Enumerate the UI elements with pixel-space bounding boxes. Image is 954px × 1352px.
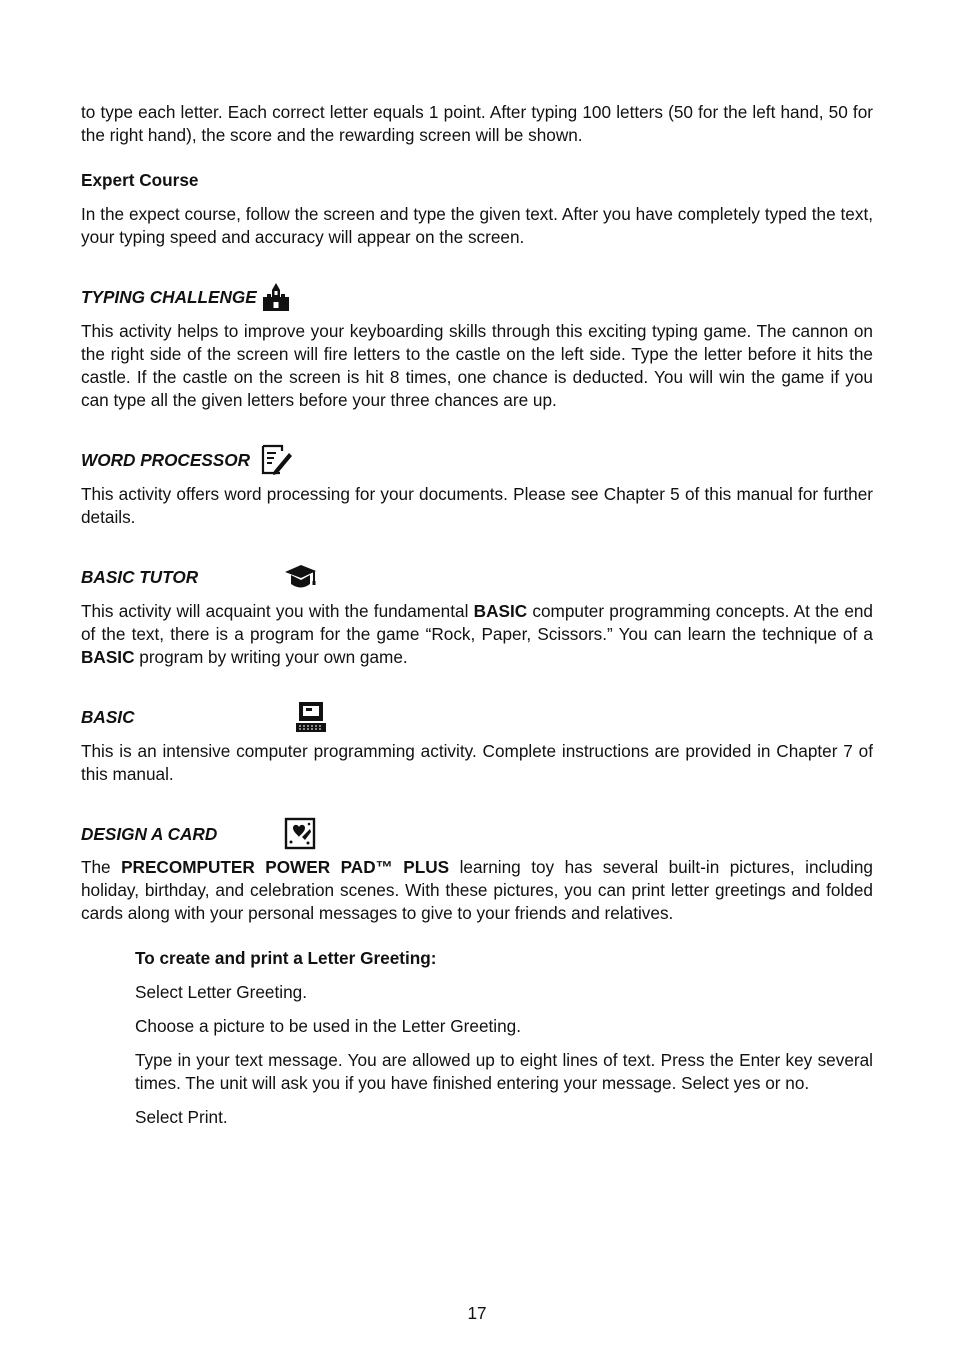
intro-paragraph: to type each letter. Each correct letter equals 1 point. After typing 100 letters (50 for the left hand, 50 for the right hand), the score and the rewarding screen will be shown.	[81, 102, 873, 145]
expert-course-heading: Expert Course	[81, 170, 199, 190]
design-a-card-title: DESIGN A CARD	[81, 823, 218, 844]
typing-challenge-paragraph: This activity helps to improve your keyboarding skills through this exciting typing game. The cannon on the right side of the screen will fire letters to the castle on the left side. Type the letter before it hits the castle. If the castle on the screen is hit 8 times, one chance is deducted. You will win the game if you can type all the given letters before your three chances are up.	[81, 321, 873, 410]
design-a-card-paragraph: The PRECOMPUTER POWER PAD™ PLUS learning toy has several built-in pictures, including holiday, birthday, and celebration scenes. With these pictures, you can print letter greetings and folded cards along with your personal messages to give to your friends and relatives.	[81, 857, 873, 923]
graduation-cap-icon	[283, 560, 317, 594]
page-content	[81, 101, 873, 1129]
word-processor-section-header	[81, 442, 873, 478]
basic-tutor-title: BASIC TUTOR	[81, 566, 199, 587]
card-picture-icon	[283, 817, 317, 851]
letter-greeting-heading: To create and print a Letter Greeting:	[135, 948, 437, 968]
basic-paragraph: This is an intensive computer programming activity. Complete instructions are provided in Chapter 7 of this manual.	[81, 741, 873, 784]
page-number: 17	[467, 1303, 487, 1323]
document-pen-icon	[260, 443, 294, 477]
basic-tutor-paragraph: This activity will acquaint you with the fundamental BASIC computer programming concepts. At the end of the text, there is a program for the game “Rock, Paper, Scissors.” You can learn the technique of a BASIC program by writing your own game.	[81, 601, 873, 667]
letter-greeting-step: Select Letter Greeting.	[135, 982, 307, 1002]
computer-icon	[294, 700, 328, 734]
typing-challenge-title: TYPING CHALLENGE	[81, 286, 257, 307]
typing-challenge-section-header	[81, 279, 873, 315]
basic-title: BASIC	[81, 706, 135, 727]
word-processor-title: WORD PROCESSOR	[81, 449, 251, 470]
letter-greeting-step: Choose a picture to be used in the Letter Greeting.	[135, 1016, 522, 1036]
castle-icon	[259, 280, 293, 314]
letter-greeting-step: Type in your text message. You are allowed up to eight lines of text. Press the Enter key several times. The unit will ask you if you have finished entering your message. Select yes or no.	[135, 1050, 873, 1093]
design-a-card-section-header	[81, 816, 873, 852]
basic-tutor-section-header	[81, 559, 873, 595]
expert-course-paragraph: In the expect course, follow the screen and type the given text. After you have completely typed the text, your typing speed and accuracy will appear on the screen.	[81, 204, 873, 247]
letter-greeting-step: Select Print.	[135, 1107, 228, 1127]
letter-greeting-instructions	[135, 925, 873, 1129]
word-processor-paragraph: This activity offers word processing for your documents. Please see Chapter 5 of this manual for further details.	[81, 484, 873, 527]
basic-section-header	[81, 699, 873, 735]
